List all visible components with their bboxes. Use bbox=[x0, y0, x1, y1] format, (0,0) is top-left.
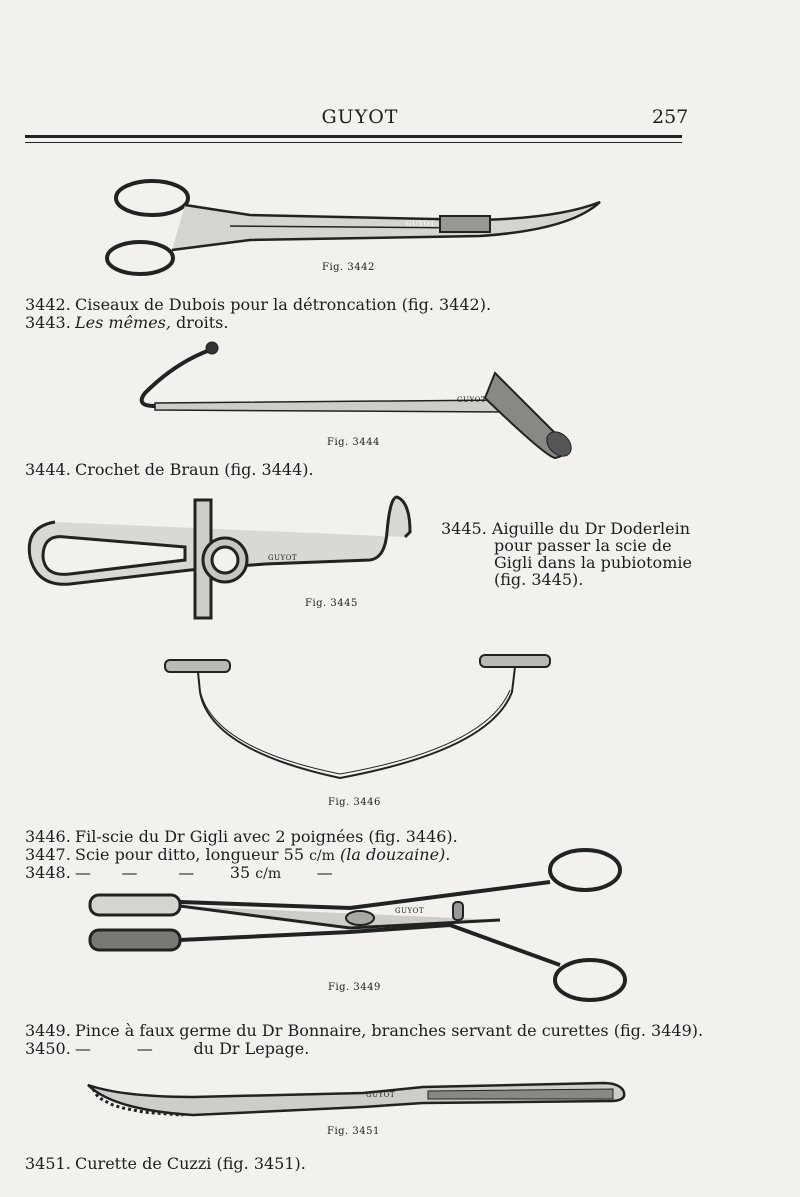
header-rule-thin bbox=[25, 142, 682, 143]
entry-number-3445: 3445. bbox=[441, 519, 487, 538]
entry-3443 bbox=[25, 314, 228, 332]
entry-line-3445-4: (fig. 3445). bbox=[494, 570, 584, 589]
entry-line-3445-3: Gigli dans la pubiotomie bbox=[494, 553, 692, 572]
header-rule-thick bbox=[25, 135, 682, 138]
entry-text-3443: droits. bbox=[170, 313, 229, 332]
figure-caption-3442: Fig. 3442 bbox=[322, 262, 375, 273]
engraving-3445: GUYOT bbox=[268, 554, 298, 562]
entry-number-3442: 3442. bbox=[25, 295, 71, 314]
entry-text-3444: Crochet de Braun (fig. 3444). bbox=[75, 460, 314, 479]
entry-number-3447: 3447. bbox=[25, 845, 71, 864]
figure-caption-3451: Fig. 3451 bbox=[327, 1126, 380, 1137]
entry-3444 bbox=[25, 461, 314, 479]
engraving-3449: GUYOT bbox=[395, 907, 425, 915]
entry-number-3443: 3443. bbox=[25, 313, 71, 332]
entry-text-3451: Curette de Cuzzi (fig. 3451). bbox=[75, 1154, 306, 1173]
entry-3451 bbox=[25, 1155, 306, 1173]
unit-3448: c/m bbox=[255, 866, 282, 882]
engraving-3451: GUYOT bbox=[366, 1091, 396, 1099]
entry-italic-3447: (la douzaine). bbox=[340, 845, 451, 864]
figure-caption-3446: Fig. 3446 bbox=[328, 797, 381, 808]
ditto-dashes-3448: — — — bbox=[75, 863, 195, 882]
figure-caption-3444: Fig. 3444 bbox=[327, 437, 380, 448]
engraving-3442: GUYOT bbox=[406, 220, 436, 228]
entry-line-3445-2: pour passer la scie de bbox=[494, 536, 672, 555]
running-head: GUYOT bbox=[321, 106, 399, 128]
unit-3447: c/m bbox=[309, 848, 335, 864]
page-number: 257 bbox=[652, 106, 689, 128]
entry-text-3449: Pince à faux germe du Dr Bonnaire, branches servant de curettes (fig. 3449). bbox=[75, 1021, 704, 1040]
entry-text-3447: Scie pour ditto, longueur 55 bbox=[75, 845, 304, 864]
ditto-tail-3448: — bbox=[316, 863, 333, 882]
figure-caption-3449: Fig. 3449 bbox=[328, 982, 381, 993]
figure-3445-needle-illustration bbox=[25, 492, 420, 622]
entry-number-3448: 3448. bbox=[25, 863, 71, 882]
entry-3450 bbox=[25, 1040, 309, 1058]
entry-3449 bbox=[25, 1022, 703, 1040]
engraving-3444: GUYOT bbox=[457, 396, 487, 404]
entry-text-3450: du Dr Lepage. bbox=[193, 1039, 310, 1058]
entry-3442 bbox=[25, 296, 491, 314]
entry-number-3450: 3450. bbox=[25, 1039, 71, 1058]
entry-number-3451: 3451. bbox=[25, 1154, 71, 1173]
figure-caption-3445: Fig. 3445 bbox=[305, 598, 358, 609]
entry-line-3445-1: Aiguille du Dr Doderlein bbox=[491, 519, 691, 538]
ditto-dashes-3450: — — bbox=[75, 1039, 153, 1058]
entry-number-3446: 3446. bbox=[25, 827, 71, 846]
figure-3451-curette-illustration bbox=[83, 1075, 628, 1125]
entry-italic-3443: Les mêmes, bbox=[75, 313, 171, 332]
entry-number-3449: 3449. bbox=[25, 1021, 71, 1040]
entry-text-3446: Fil-scie du Dr Gigli avec 2 poignées (fig. 3446). bbox=[75, 827, 458, 846]
entry-text-3448: 35 bbox=[229, 863, 251, 882]
entry-3445 bbox=[441, 520, 692, 588]
figure-3446-wire-saw-illustration bbox=[160, 650, 560, 785]
entry-text-3442: Ciseaux de Dubois pour la détroncation (fig. 3442). bbox=[75, 295, 492, 314]
entry-number-3444: 3444. bbox=[25, 460, 71, 479]
